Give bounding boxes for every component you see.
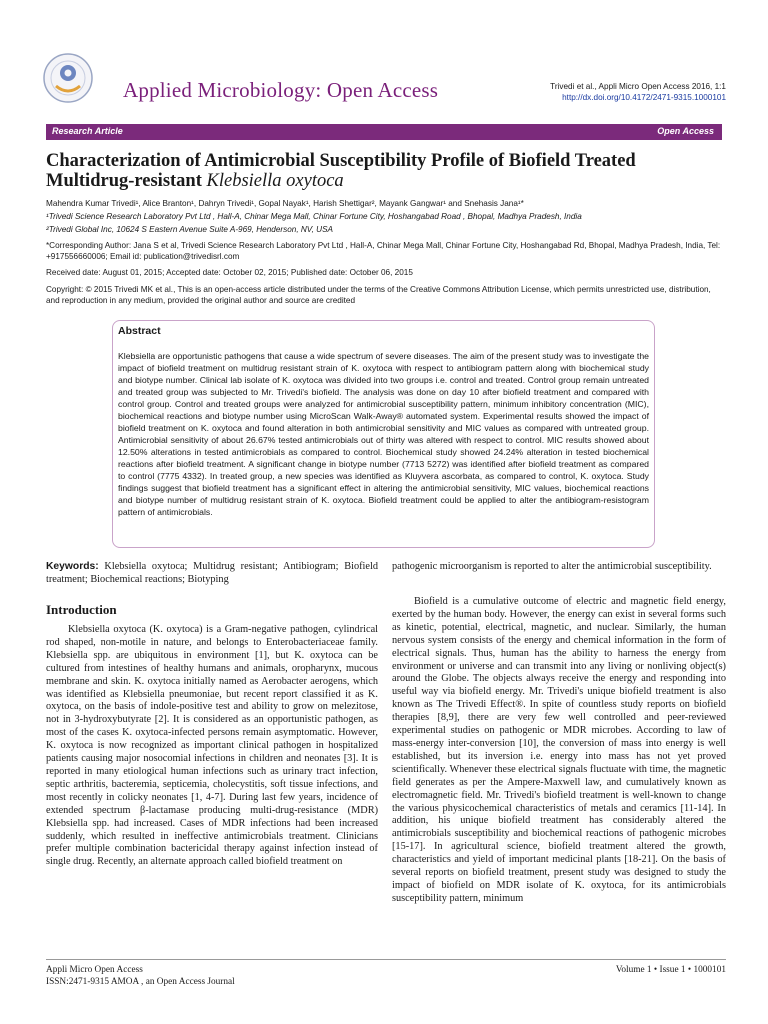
- abstract-heading: Abstract: [118, 325, 161, 337]
- citation-block: [510, 81, 726, 103]
- article-type-banner: [46, 124, 722, 140]
- authors: Mahendra Kumar Trivedi¹, Alice Branton¹, Dahryn Trivedi¹, Gopal Nayak¹, Harish Shettigar², Mayank Gangwar¹ and Snehasis Jana¹*: [46, 199, 524, 208]
- intro-right-paragraph-1: pathogenic microorganism is reported to alter the antimicrobial susceptibility.: [392, 561, 712, 572]
- article-title-line2: Multidrug-resistant Klebsiella oxytoca: [46, 171, 344, 191]
- footer-issn: ISSN:2471-9315 AMOA , an Open Access Journal: [46, 977, 235, 987]
- keywords-text: Klebsiella oxytoca; Multidrug resistant; Antibiogram; Biofield treatment; Biochemical reactions; Biotyping: [46, 561, 379, 585]
- journal-title: Applied Microbiology: Open Access: [123, 78, 439, 102]
- affiliation-1: ¹Trivedi Science Research Laboratory Pvt Ltd , Hall-A, Chinar Mega Mall, Chinar Fortune City, Hoshangabad Road , Bhopal, Madhya Pradesh, India: [46, 212, 582, 221]
- article-title-line1: Characterization of Antimicrobial Susceptibility Profile of Biofield Treated: [46, 151, 636, 171]
- footer-volume: Volume 1 • Issue 1 • 1000101: [615, 965, 726, 975]
- omics-publishing-logo-icon: [42, 52, 94, 104]
- footer-journal-abbrev: Appli Micro Open Access: [46, 965, 143, 975]
- keywords: [46, 561, 378, 587]
- footer-journal: [46, 964, 235, 988]
- intro-right-paragraph-2: Biofield is a cumulative outcome of electric and magnetic field energy, exerted by the human body. However, the energy can exist in several forms such as kinetic, potential, electrical, magnetic, and nuclear. Similarly, the human nervous system consists of the energy and chemical information in the form of electrical signals. Thus, human has the ability to harness the energy from environment or universe and can transmit into any living or nonliving object(s) around the Globe. The objects always receive the energy and responding into useful way via biofield energy. Mr. Trivedi's unique biofield treatment is also known as The Trivedi Effect®. In spite of countless study reports on biofield therapies [8,9], there are very few well controlled and peer-reviewed experimental studies on pathogenic or MDR microbes. According to law of mass-energy inter-conversion [10], the conversion of mass into energy is well established, but its inversion i.e. energy into mass has not yet proved scientifically. Whenever these electrical signals fluctuate with time, the magnetic field generates as per the Ampere-Maxwell law, and cumulatively known as electromagnetic field. Mr. Trivedi's biofield treatment is well-known to change the various physicochemical characteristics of metals and ceramics [11-14]. In addition, his unique biofield treatment has considerably altered the antimicrobials susceptibility and biochemical reactions of pathogenic microbes [15-17]. In agricultural science, biofield treatment altered the growth, characteristics and yield of important medicinal plants [18-21]. On the basis of several reports on biofield treatment, present study was designed to study the impact of biofield on MDR isolate of K. oxytoca, for its antimicrobials susceptibility pattern, minimum: [392, 596, 726, 904]
- copyright: Copyright: © 2015 Trivedi MK et al., This is an open-access article distributed under the terms of the Creative Commons Attribution License, which permits unrestricted use, distribution, and reproduction in any medium, provided the original author and source are credited: [46, 285, 711, 305]
- doi-link[interactable]: http://dx.doi.org/10.4172/2471-9315.1000101: [562, 93, 726, 102]
- citation-text: Trivedi et al., Appli Micro Open Access 2016, 1:1: [550, 82, 726, 91]
- article-title: [46, 151, 726, 191]
- research-article-label: Research Article: [52, 126, 123, 136]
- open-access-label: Open Access: [657, 126, 714, 136]
- introduction-heading: Introduction: [46, 602, 117, 617]
- dates: Received date: August 01, 2015; Accepted date: October 02, 2015; Published date: October 06, 2015: [46, 268, 413, 277]
- footer-divider: [46, 959, 726, 960]
- abstract-text: Klebsiella are opportunistic pathogens that cause a wide spectrum of severe diseases. The aim of the present study was to investigate the impact of biofield treatment on multidrug resistant strain of K. oxytoca with respect to antibiogram pattern along with biochemical study and biotype number. Clinical lab isolate of K. oxytoca was divided into two groups i.e. control and treated. Control group remain untreated and treated group was subjected to Mr. Trivedi's biofield. The analysis was done on day 10 after biofield treatment and compared with control group. Control and treated groups were analyzed for antimicrobial susceptibility pattern, minimum inhibitory concentration (MIC), biochemical reactions and biotype number using MicroScan Walk-Away® automated system. Experimental results showed the impact of biofield treatment on K. oxytoca and found alteration in both antimicrobial sensitivity and MIC values as compared with untreated group. Antimicrobial sensitivity of about 26.67% tested antimicrobials out of thirty was altered with respect to control. MIC results showed about 12.50% alterations in tested antimicrobials as compared to control. Biochemical study showed 24.24% alteration in tested biochemical reactions after biofield treatment. A significant change in biotype number (7713 5272) was identified after biofield treatment as compared to control (7775 4332). In treated group, a new species was identified as Kluyvera ascorbata, as compared to control, K. oxytoca. Study findings suggest that biofield treatment has a significant effect in altering the antimicrobial sensitivity, MIC values, biochemical reactions and biotype number of multidrug resistant strain of K. oxytoca. Biofield treatment could be applied to alter the antibiogram-resistogram pattern of antimicrobials.: [118, 351, 649, 517]
- affiliation-2: ²Trivedi Global Inc, 10624 S Eastern Avenue Suite A-969, Henderson, NV, USA: [46, 225, 334, 234]
- keywords-label: Keywords:: [46, 561, 99, 572]
- corresponding-author: *Corresponding Author: Jana S et al, Trivedi Science Research Laboratory Pvt Ltd , Hall-A, Chinar Mega Mall, Chinar Fortune City, Hoshangabad Rd, Bhopal, Madhya Pradesh, India, Tel: +917556660006; Email id: publication@trivedisrl.com: [46, 241, 721, 261]
- intro-left-paragraph: Klebsiella oxytoca (K. oxytoca) is a Gram-negative pathogen, cylindrical rod shaped, non-motile in nature, and belongs to Enterobacteriaceae family. Klebsiella spp. are ubiquitous in environment [1], but K. oxytoca can be cultured from intestines of healthy humans and animals, oropharynx, mucous membrane and skin. K. oxytoca initially named as Aerobacter aerogens, which was identified as Klebsiella pneumoniae, but recent report classified it as K. oxytoca, on the basis of indole-positive test and ability to grow on melezitose, not in 3-hydroxybutyrate [2]. It is considered as an opportunistic pathogen, as most of the cases K. oxytoca-infected persons remain asymptomatic. However, K. oxytoca is now recognized as important clinical pathogen in hospitalized patients causing major nosocomial infections in children and neonates [3]. It is reported in many etiological human infections such as urinary tract infection, septic arthritis, bacteremia, septicemia, cholecystitis, soft tissue infections, and most recently in colicky neonates [1, 4-7]. During last few years, incidence of extended spectrum β-lactamase producing multi-drug-resistance (MDR) Klebsiella spp. had increased. Cases of MDR infections had been increased suddenly, which resulted in ineffective antimicrobials treatment. Clinicians prefer multiple combination bactericidal therapy against infection instead of single drug. Recently, an alternate approach called biofield treatment on: [46, 624, 378, 868]
